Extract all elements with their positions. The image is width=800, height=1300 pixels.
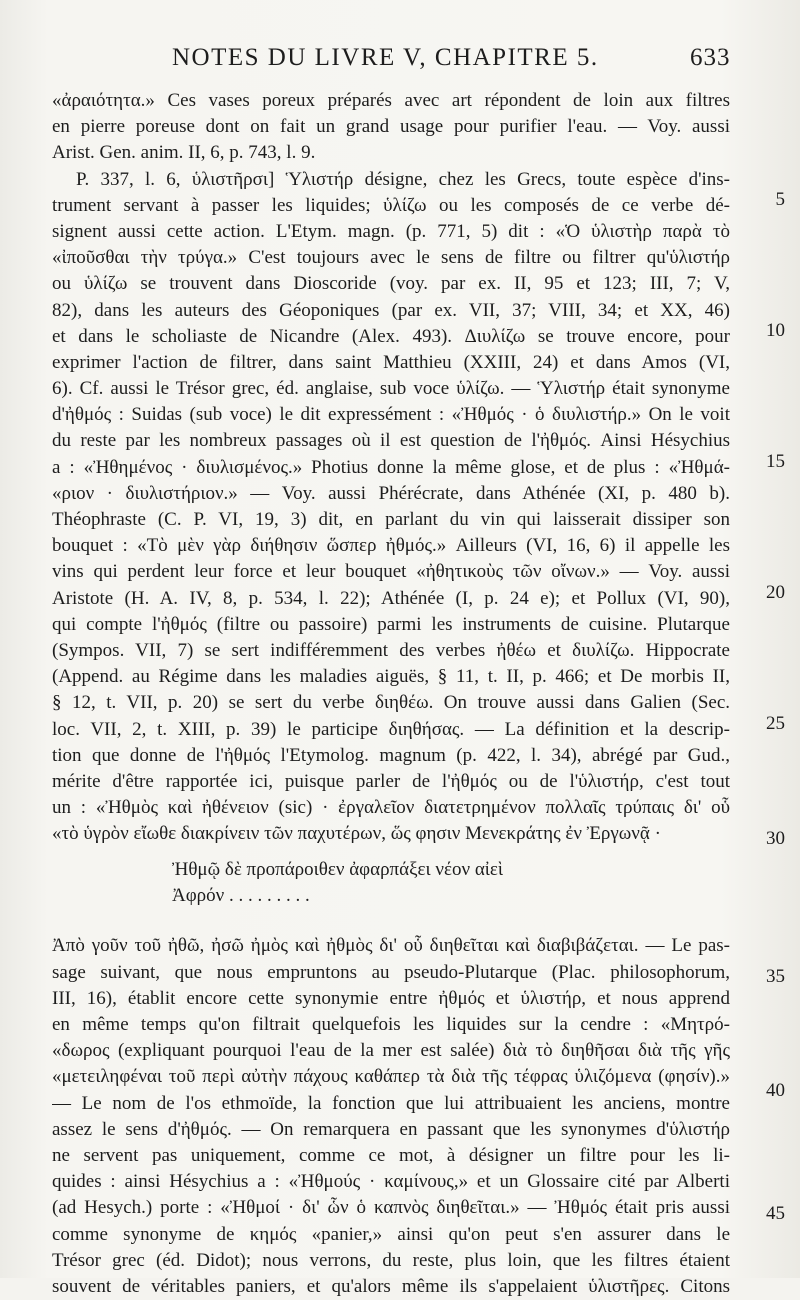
text-line: en pierre poreuse dont on fait un grand usage pour purifier l'eau. — Voy. aussi — [52, 116, 730, 138]
text-line: III, 16), établit encore cette synonymie entre ἠθμός et ὑλιστήρ, et nous apprend — [52, 987, 730, 1009]
text-line: exprimer l'action de filtrer, dans saint Matthieu (XXIII, 24) et dans Amos (VI, — [52, 351, 730, 373]
text-line: loc. VII, 2, t. XIII, p. 39) le participe διηθήσας. — La définition et la descrip- — [52, 718, 730, 740]
notes-text — [52, 88, 730, 1300]
text-line: «ἀραιότητα.» Ces vases poreux préparés avec art répondent de loin aux filtres — [52, 90, 730, 111]
text-line: tion que donne de l'ἠθμός l'Etymolog. magnum (p. 422, l. 34), abrégé par Gud., — [52, 744, 730, 766]
text-line: comme synonyme de κημός «panier,» ainsi qu'on peut s'en assurer dans le — [52, 1223, 730, 1245]
text-line: du reste par les nombreux passages où il est question de l'ἠθμός. Ainsi Hésychius — [52, 430, 730, 452]
text-line: Trésor grec (éd. Didot); nous verrons, du reste, plus loin, que les filtres étaient — [52, 1249, 730, 1271]
text-line: quides : ainsi Hésychius a : «Ἠθμούς · καμίνους,» et un Glossaire cité par Alberti — [52, 1171, 730, 1193]
line-number: 5 — [775, 189, 785, 210]
text-line: et dans le scholiaste de Nicandre (Alex. 493). Διυλίζω se trouve encore, pour — [52, 325, 730, 347]
line-number: 25 — [766, 713, 785, 734]
line-number: 20 — [766, 582, 785, 603]
text-line: 6). Cf. aussi le Trésor grec, éd. anglaise, sub voce ὑλίζω. — Ὑλιστήρ était synonyme — [52, 378, 730, 400]
text-line: vins qui perdent leur force et leur bouquet «ἠθητικοὺς τῶν οἴνων.» — Voy. aussi — [52, 561, 730, 583]
text-line: qui compte l'ἠθμός (filtre ou passoire) parmi les instruments de cuisine. Plutarque — [52, 613, 730, 635]
verse-line: Ἠθμῷ δὲ προπάροιθεν ἀφαρπάξει νέον αἰεὶ — [172, 859, 503, 881]
line-number: 40 — [766, 1080, 785, 1101]
verse-line: Ἀφρόν . . . . . . . . . — [172, 885, 310, 907]
text-line: (Sympos. VII, 7) se sert indifféremment des verbes ἠθέω et διυλίζω. Hippocrate — [52, 639, 730, 661]
text-line: souvent de véritables paniers, et qu'alors même ils s'appelaient ὑλιστῆρες. Citons — [52, 1275, 730, 1297]
text-line: — Le nom de l'os ethmoïde, la fonction que lui attribuaient les anciens, montre — [52, 1092, 730, 1114]
line-number: 45 — [766, 1203, 785, 1224]
running-title: NOTES DU LIVRE V, CHAPITRE 5. — [172, 44, 599, 71]
text-line: d'ἠθμός : Suidas (sub voce) le dit expressément : «Ἠθμός · ὁ διυλιστήρ.» On le voit — [52, 404, 730, 426]
text-line: Aristote (H. A. IV, 8, p. 534, l. 22); Athénée (I, p. 24 e); et Pollux (VI, 90), — [52, 587, 730, 609]
text-line: «δωρος (expliquant pourquoi l'eau de la mer est salée) διὰ τὸ διηθῆσαι διὰ τῆς γῆς — [52, 1040, 730, 1062]
line-number: 10 — [766, 320, 785, 341]
text-line: (ad Hesych.) porte : «Ἠθμοί · δι' ὧν ὁ καπνὸς διηθεῖται.» — Ἠθμός était pris aussi — [52, 1197, 730, 1219]
text-line: bouquet : «Τὸ μὲν γὰρ διήθησιν ὥσπερ ἠθμός.» Ailleurs (VI, 16, 6) il appelle les — [52, 535, 730, 557]
text-line: «τὸ ὑγρὸν εἴωθε διακρίνειν τῶν παχυτέρων, ὥς φησιν Μενεκράτης ἐν Ἐργωνᾷ · — [52, 823, 661, 845]
line-number: 15 — [766, 451, 785, 472]
text-line: Théophraste (C. P. VI, 19, 3) dit, en parlant du vin qui laisserait dissiper son — [52, 509, 730, 530]
text-line: § 12, t. VII, p. 20) se sert du verbe διηθέω. On trouve aussi dans Galien (Sec. — [52, 692, 730, 714]
line-number: 30 — [766, 828, 785, 849]
text-line: signent aussi cette action. L'Etym. magn. (p. 771, 5) dit : «Ὁ ὑλιστὴρ παρὰ τὸ — [52, 220, 730, 242]
text-line: Ἀπὸ γοῦν τοῦ ἠθῶ, ἠσῶ ἠμὸς καὶ ἠθμὸς δι' οὗ διηθεῖται καὶ διαβιβάζεται. — Le pas- — [52, 935, 730, 957]
text-line: «ριον · διυλιστήριον.» — Voy. aussi Phérécrate, dans Athénée (XI, p. 480 b). — [52, 482, 730, 504]
text-line: en même temps qu'on filtrait quelquefois les liquides sur la cendre : «Μητρό- — [52, 1014, 730, 1035]
text-line: a : «Ἠθημένος · διυλισμένος.» Photius donne la même glose, et de plus : «Ἠθμά- — [52, 456, 730, 478]
running-head — [0, 44, 800, 80]
text-line: assez le sens d'ἠθμός. — On remarquera en passant que les synonymes d'ὑλιστήρ — [52, 1118, 730, 1140]
text-line: trument servant à passer les liquides; ὑλίζω ou les composés de ce verbe dé- — [52, 194, 730, 216]
text-line: P. 337, l. 6, ὑλιστῆρσι] Ὑλιστήρ désigne, chez les Grecs, toute espèce d'ins- — [76, 168, 730, 190]
page-number: 633 — [690, 44, 731, 71]
text-line: mérite d'être rapportée ici, puisque parler de l'ἠθμός ou de l'ὑλιστήρ, c'est tout — [52, 770, 730, 792]
verse-quotation — [52, 847, 730, 933]
text-line: sage suivant, que nous empruntons au pseudo-Plutarque (Plac. philosophorum, — [52, 961, 730, 983]
text-line: ou ὑλίζω se trouvent dans Dioscoride (voy. par ex. II, 95 et 123; III, 7; V, — [52, 273, 730, 295]
text-line: «μετειληφέναι τοῦ περὶ αὐτὴν πάχους καθάπερ τὰ διὰ τῆς τέφρας ὑλιζόμενα (φησίν).» — [52, 1066, 730, 1088]
text-line: 82), dans les auteurs des Géoponiques (par ex. VII, 37; VIII, 34; et XX, 46) — [52, 299, 730, 321]
line-number: 35 — [766, 966, 785, 987]
text-line: (Append. au Régime dans les maladies aiguës, § 11, t. II, p. 466; et De morbis II, — [52, 666, 730, 688]
text-line: un : «Ἠθμὸς καὶ ἠθένειον (sic) · ἐργαλεῖον διατετρημένον πολλαῖς τρύπαις δι' οὗ — [52, 797, 730, 819]
text-line: ne servent pas uniquement, comme ce mot, à désigner un filtre pour les li- — [52, 1144, 730, 1166]
text-line: Arist. Gen. anim. II, 6, p. 743, l. 9. — [52, 142, 316, 164]
text-line: «ἰποῦσθαι τὴν τρύγα.» C'est toujours avec le sens de filtre ou filtrer qu'ὑλιστήρ — [52, 247, 730, 269]
